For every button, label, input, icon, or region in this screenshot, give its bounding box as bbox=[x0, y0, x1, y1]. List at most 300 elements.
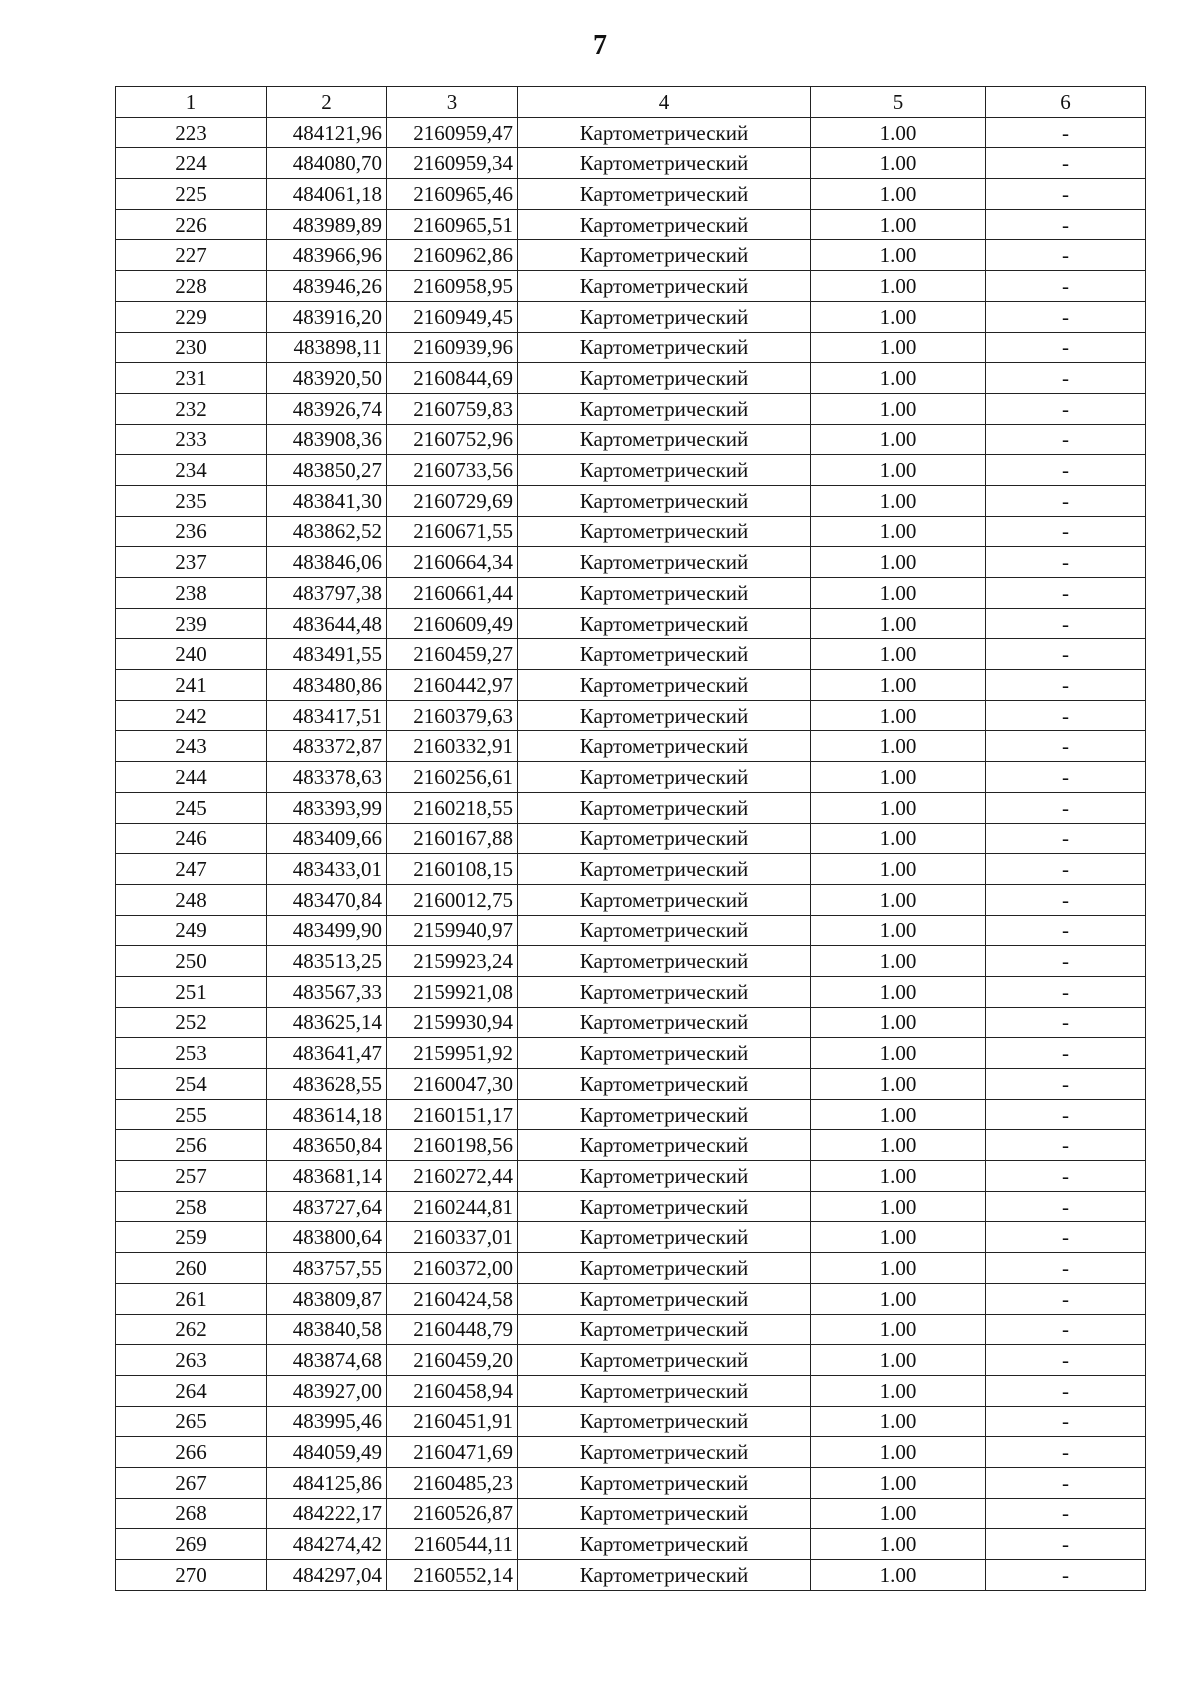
description-cell: - bbox=[986, 700, 1146, 731]
method-cell: Картометрический bbox=[518, 1007, 811, 1038]
table-row bbox=[116, 1222, 1146, 1253]
method-cell: Картометрический bbox=[518, 485, 811, 516]
table-row bbox=[116, 1467, 1146, 1498]
y-coordinate-cell: 2160108,15 bbox=[387, 854, 518, 885]
point-number-cell: 242 bbox=[116, 700, 267, 731]
y-coordinate-cell: 2160458,94 bbox=[387, 1375, 518, 1406]
y-coordinate-cell: 2160552,14 bbox=[387, 1560, 518, 1591]
x-coordinate-cell: 483908,36 bbox=[267, 424, 387, 455]
table-row bbox=[116, 1283, 1146, 1314]
method-cell: Картометрический bbox=[518, 1253, 811, 1284]
method-cell: Картометрический bbox=[518, 332, 811, 363]
point-number-cell: 246 bbox=[116, 823, 267, 854]
description-cell: - bbox=[986, 823, 1146, 854]
y-coordinate-cell: 2160471,69 bbox=[387, 1437, 518, 1468]
table-row bbox=[116, 1253, 1146, 1284]
x-coordinate-cell: 483480,86 bbox=[267, 670, 387, 701]
x-coordinate-cell: 483417,51 bbox=[267, 700, 387, 731]
accuracy-cell: 1.00 bbox=[811, 976, 986, 1007]
description-cell: - bbox=[986, 1130, 1146, 1161]
description-cell: - bbox=[986, 1498, 1146, 1529]
x-coordinate-cell: 483650,84 bbox=[267, 1130, 387, 1161]
accuracy-cell: 1.00 bbox=[811, 1529, 986, 1560]
description-cell: - bbox=[986, 455, 1146, 486]
x-coordinate-cell: 483846,06 bbox=[267, 547, 387, 578]
y-coordinate-cell: 2160959,34 bbox=[387, 148, 518, 179]
point-number-cell: 251 bbox=[116, 976, 267, 1007]
x-coordinate-cell: 483393,99 bbox=[267, 792, 387, 823]
table-row bbox=[116, 884, 1146, 915]
x-coordinate-cell: 483920,50 bbox=[267, 363, 387, 394]
description-cell: - bbox=[986, 1314, 1146, 1345]
column-header: 3 bbox=[387, 87, 518, 118]
method-cell: Картометрический bbox=[518, 1038, 811, 1069]
description-cell: - bbox=[986, 1375, 1146, 1406]
table-row bbox=[116, 148, 1146, 179]
table-row bbox=[116, 547, 1146, 578]
description-cell: - bbox=[986, 301, 1146, 332]
method-cell: Картометрический bbox=[518, 179, 811, 210]
y-coordinate-cell: 2160752,96 bbox=[387, 424, 518, 455]
point-number-cell: 253 bbox=[116, 1038, 267, 1069]
method-cell: Картометрический bbox=[518, 271, 811, 302]
table-row bbox=[116, 700, 1146, 731]
method-cell: Картометрический bbox=[518, 516, 811, 547]
accuracy-cell: 1.00 bbox=[811, 148, 986, 179]
method-cell: Картометрический bbox=[518, 762, 811, 793]
x-coordinate-cell: 484080,70 bbox=[267, 148, 387, 179]
accuracy-cell: 1.00 bbox=[811, 762, 986, 793]
description-cell: - bbox=[986, 1038, 1146, 1069]
method-cell: Картометрический bbox=[518, 578, 811, 609]
table-row bbox=[116, 332, 1146, 363]
method-cell: Картометрический bbox=[518, 1437, 811, 1468]
point-number-cell: 224 bbox=[116, 148, 267, 179]
accuracy-cell: 1.00 bbox=[811, 854, 986, 885]
table-row bbox=[116, 731, 1146, 762]
point-number-cell: 240 bbox=[116, 639, 267, 670]
point-number-cell: 267 bbox=[116, 1467, 267, 1498]
table-row bbox=[116, 639, 1146, 670]
point-number-cell: 252 bbox=[116, 1007, 267, 1038]
table-row bbox=[116, 485, 1146, 516]
accuracy-cell: 1.00 bbox=[811, 1007, 986, 1038]
table-row bbox=[116, 1099, 1146, 1130]
point-number-cell: 269 bbox=[116, 1529, 267, 1560]
accuracy-cell: 1.00 bbox=[811, 639, 986, 670]
description-cell: - bbox=[986, 946, 1146, 977]
x-coordinate-cell: 483378,63 bbox=[267, 762, 387, 793]
x-coordinate-cell: 483989,89 bbox=[267, 209, 387, 240]
y-coordinate-cell: 2160485,23 bbox=[387, 1467, 518, 1498]
table-row bbox=[116, 1161, 1146, 1192]
y-coordinate-cell: 2160151,17 bbox=[387, 1099, 518, 1130]
point-number-cell: 229 bbox=[116, 301, 267, 332]
x-coordinate-cell: 483614,18 bbox=[267, 1099, 387, 1130]
x-coordinate-cell: 483409,66 bbox=[267, 823, 387, 854]
table-row bbox=[116, 1437, 1146, 1468]
table-row bbox=[116, 823, 1146, 854]
accuracy-cell: 1.00 bbox=[811, 332, 986, 363]
accuracy-cell: 1.00 bbox=[811, 792, 986, 823]
method-cell: Картометрический bbox=[518, 1345, 811, 1376]
description-cell: - bbox=[986, 976, 1146, 1007]
accuracy-cell: 1.00 bbox=[811, 1345, 986, 1376]
accuracy-cell: 1.00 bbox=[811, 1161, 986, 1192]
method-cell: Картометрический bbox=[518, 884, 811, 915]
y-coordinate-cell: 2160332,91 bbox=[387, 731, 518, 762]
point-number-cell: 247 bbox=[116, 854, 267, 885]
accuracy-cell: 1.00 bbox=[811, 179, 986, 210]
description-cell: - bbox=[986, 762, 1146, 793]
x-coordinate-cell: 484121,96 bbox=[267, 117, 387, 148]
accuracy-cell: 1.00 bbox=[811, 1253, 986, 1284]
point-number-cell: 225 bbox=[116, 179, 267, 210]
description-cell: - bbox=[986, 363, 1146, 394]
y-coordinate-cell: 2160729,69 bbox=[387, 485, 518, 516]
point-number-cell: 250 bbox=[116, 946, 267, 977]
method-cell: Картометрический bbox=[518, 854, 811, 885]
table-row bbox=[116, 363, 1146, 394]
accuracy-cell: 1.00 bbox=[811, 1437, 986, 1468]
x-coordinate-cell: 483513,25 bbox=[267, 946, 387, 977]
y-coordinate-cell: 2160544,11 bbox=[387, 1529, 518, 1560]
y-coordinate-cell: 2160424,58 bbox=[387, 1283, 518, 1314]
description-cell: - bbox=[986, 516, 1146, 547]
point-number-cell: 231 bbox=[116, 363, 267, 394]
y-coordinate-cell: 2160965,51 bbox=[387, 209, 518, 240]
x-coordinate-cell: 483946,26 bbox=[267, 271, 387, 302]
method-cell: Картометрический bbox=[518, 792, 811, 823]
column-header: 4 bbox=[518, 87, 811, 118]
y-coordinate-cell: 2159923,24 bbox=[387, 946, 518, 977]
y-coordinate-cell: 2160949,45 bbox=[387, 301, 518, 332]
method-cell: Картометрический bbox=[518, 946, 811, 977]
x-coordinate-cell: 483491,55 bbox=[267, 639, 387, 670]
method-cell: Картометрический bbox=[518, 1222, 811, 1253]
x-coordinate-cell: 483898,11 bbox=[267, 332, 387, 363]
accuracy-cell: 1.00 bbox=[811, 1498, 986, 1529]
accuracy-cell: 1.00 bbox=[811, 1191, 986, 1222]
column-header: 5 bbox=[811, 87, 986, 118]
table-row bbox=[116, 209, 1146, 240]
y-coordinate-cell: 2160372,00 bbox=[387, 1253, 518, 1284]
method-cell: Картометрический bbox=[518, 1161, 811, 1192]
point-number-cell: 263 bbox=[116, 1345, 267, 1376]
x-coordinate-cell: 483840,58 bbox=[267, 1314, 387, 1345]
description-cell: - bbox=[986, 1406, 1146, 1437]
x-coordinate-cell: 483927,00 bbox=[267, 1375, 387, 1406]
x-coordinate-cell: 484222,17 bbox=[267, 1498, 387, 1529]
table-row bbox=[116, 915, 1146, 946]
point-number-cell: 234 bbox=[116, 455, 267, 486]
method-cell: Картометрический bbox=[518, 1314, 811, 1345]
table-row bbox=[116, 393, 1146, 424]
description-cell: - bbox=[986, 1467, 1146, 1498]
x-coordinate-cell: 483841,30 bbox=[267, 485, 387, 516]
y-coordinate-cell: 2159930,94 bbox=[387, 1007, 518, 1038]
x-coordinate-cell: 483874,68 bbox=[267, 1345, 387, 1376]
method-cell: Картометрический bbox=[518, 240, 811, 271]
point-number-cell: 226 bbox=[116, 209, 267, 240]
description-cell: - bbox=[986, 639, 1146, 670]
description-cell: - bbox=[986, 1560, 1146, 1591]
table-row bbox=[116, 578, 1146, 609]
x-coordinate-cell: 483809,87 bbox=[267, 1283, 387, 1314]
accuracy-cell: 1.00 bbox=[811, 393, 986, 424]
accuracy-cell: 1.00 bbox=[811, 485, 986, 516]
point-number-cell: 248 bbox=[116, 884, 267, 915]
point-number-cell: 268 bbox=[116, 1498, 267, 1529]
y-coordinate-cell: 2159921,08 bbox=[387, 976, 518, 1007]
point-number-cell: 254 bbox=[116, 1069, 267, 1100]
method-cell: Картометрический bbox=[518, 1283, 811, 1314]
description-cell: - bbox=[986, 1161, 1146, 1192]
description-cell: - bbox=[986, 731, 1146, 762]
description-cell: - bbox=[986, 915, 1146, 946]
table-row bbox=[116, 1375, 1146, 1406]
column-header: 2 bbox=[267, 87, 387, 118]
page-number: 7 bbox=[593, 30, 607, 61]
accuracy-cell: 1.00 bbox=[811, 1467, 986, 1498]
x-coordinate-cell: 483628,55 bbox=[267, 1069, 387, 1100]
accuracy-cell: 1.00 bbox=[811, 578, 986, 609]
accuracy-cell: 1.00 bbox=[811, 915, 986, 946]
accuracy-cell: 1.00 bbox=[811, 424, 986, 455]
description-cell: - bbox=[986, 1007, 1146, 1038]
x-coordinate-cell: 483470,84 bbox=[267, 884, 387, 915]
table-row bbox=[116, 301, 1146, 332]
accuracy-cell: 1.00 bbox=[811, 455, 986, 486]
y-coordinate-cell: 2160664,34 bbox=[387, 547, 518, 578]
x-coordinate-cell: 483966,96 bbox=[267, 240, 387, 271]
table-row bbox=[116, 608, 1146, 639]
table-row bbox=[116, 1314, 1146, 1345]
point-number-cell: 262 bbox=[116, 1314, 267, 1345]
method-cell: Картометрический bbox=[518, 1467, 811, 1498]
accuracy-cell: 1.00 bbox=[811, 1560, 986, 1591]
x-coordinate-cell: 484061,18 bbox=[267, 179, 387, 210]
y-coordinate-cell: 2160671,55 bbox=[387, 516, 518, 547]
x-coordinate-cell: 483567,33 bbox=[267, 976, 387, 1007]
x-coordinate-cell: 483372,87 bbox=[267, 731, 387, 762]
point-number-cell: 235 bbox=[116, 485, 267, 516]
accuracy-cell: 1.00 bbox=[811, 301, 986, 332]
point-number-cell: 265 bbox=[116, 1406, 267, 1437]
table-row bbox=[116, 179, 1146, 210]
accuracy-cell: 1.00 bbox=[811, 1130, 986, 1161]
point-number-cell: 239 bbox=[116, 608, 267, 639]
description-cell: - bbox=[986, 578, 1146, 609]
table-row bbox=[116, 424, 1146, 455]
point-number-cell: 270 bbox=[116, 1560, 267, 1591]
table-row bbox=[116, 1038, 1146, 1069]
method-cell: Картометрический bbox=[518, 148, 811, 179]
point-number-cell: 230 bbox=[116, 332, 267, 363]
description-cell: - bbox=[986, 792, 1146, 823]
method-cell: Картометрический bbox=[518, 639, 811, 670]
method-cell: Картометрический bbox=[518, 424, 811, 455]
accuracy-cell: 1.00 bbox=[811, 823, 986, 854]
x-coordinate-cell: 483995,46 bbox=[267, 1406, 387, 1437]
x-coordinate-cell: 484297,04 bbox=[267, 1560, 387, 1591]
x-coordinate-cell: 483757,55 bbox=[267, 1253, 387, 1284]
accuracy-cell: 1.00 bbox=[811, 209, 986, 240]
point-number-cell: 237 bbox=[116, 547, 267, 578]
accuracy-cell: 1.00 bbox=[811, 670, 986, 701]
point-number-cell: 259 bbox=[116, 1222, 267, 1253]
point-number-cell: 255 bbox=[116, 1099, 267, 1130]
table-row bbox=[116, 1529, 1146, 1560]
y-coordinate-cell: 2160272,44 bbox=[387, 1161, 518, 1192]
y-coordinate-cell: 2160442,97 bbox=[387, 670, 518, 701]
x-coordinate-cell: 483499,90 bbox=[267, 915, 387, 946]
y-coordinate-cell: 2160459,27 bbox=[387, 639, 518, 670]
point-number-cell: 266 bbox=[116, 1437, 267, 1468]
x-coordinate-cell: 483800,64 bbox=[267, 1222, 387, 1253]
x-coordinate-cell: 483727,64 bbox=[267, 1191, 387, 1222]
method-cell: Картометрический bbox=[518, 547, 811, 578]
table-row bbox=[116, 1345, 1146, 1376]
description-cell: - bbox=[986, 1099, 1146, 1130]
y-coordinate-cell: 2160962,86 bbox=[387, 240, 518, 271]
description-cell: - bbox=[986, 1253, 1146, 1284]
point-number-cell: 256 bbox=[116, 1130, 267, 1161]
x-coordinate-cell: 483681,14 bbox=[267, 1161, 387, 1192]
description-cell: - bbox=[986, 424, 1146, 455]
coordinates-table bbox=[115, 86, 1146, 1591]
point-number-cell: 238 bbox=[116, 578, 267, 609]
x-coordinate-cell: 484125,86 bbox=[267, 1467, 387, 1498]
accuracy-cell: 1.00 bbox=[811, 271, 986, 302]
accuracy-cell: 1.00 bbox=[811, 117, 986, 148]
table-row bbox=[116, 117, 1146, 148]
y-coordinate-cell: 2160959,47 bbox=[387, 117, 518, 148]
x-coordinate-cell: 483433,01 bbox=[267, 854, 387, 885]
table-row bbox=[116, 670, 1146, 701]
description-cell: - bbox=[986, 148, 1146, 179]
method-cell: Картометрический bbox=[518, 915, 811, 946]
x-coordinate-cell: 484274,42 bbox=[267, 1529, 387, 1560]
y-coordinate-cell: 2160844,69 bbox=[387, 363, 518, 394]
description-cell: - bbox=[986, 854, 1146, 885]
method-cell: Картометрический bbox=[518, 670, 811, 701]
description-cell: - bbox=[986, 670, 1146, 701]
accuracy-cell: 1.00 bbox=[811, 731, 986, 762]
table-row bbox=[116, 1498, 1146, 1529]
point-number-cell: 260 bbox=[116, 1253, 267, 1284]
y-coordinate-cell: 2160244,81 bbox=[387, 1191, 518, 1222]
y-coordinate-cell: 2160379,63 bbox=[387, 700, 518, 731]
y-coordinate-cell: 2160337,01 bbox=[387, 1222, 518, 1253]
table-header-row bbox=[116, 87, 1146, 118]
table-row bbox=[116, 1560, 1146, 1591]
method-cell: Картометрический bbox=[518, 363, 811, 394]
description-cell: - bbox=[986, 547, 1146, 578]
x-coordinate-cell: 483850,27 bbox=[267, 455, 387, 486]
y-coordinate-cell: 2160198,56 bbox=[387, 1130, 518, 1161]
description-cell: - bbox=[986, 1283, 1146, 1314]
description-cell: - bbox=[986, 271, 1146, 302]
y-coordinate-cell: 2160459,20 bbox=[387, 1345, 518, 1376]
method-cell: Картометрический bbox=[518, 823, 811, 854]
method-cell: Картометрический bbox=[518, 117, 811, 148]
accuracy-cell: 1.00 bbox=[811, 1314, 986, 1345]
y-coordinate-cell: 2159951,92 bbox=[387, 1038, 518, 1069]
accuracy-cell: 1.00 bbox=[811, 240, 986, 271]
x-coordinate-cell: 483862,52 bbox=[267, 516, 387, 547]
y-coordinate-cell: 2160965,46 bbox=[387, 179, 518, 210]
x-coordinate-cell: 483926,74 bbox=[267, 393, 387, 424]
accuracy-cell: 1.00 bbox=[811, 1222, 986, 1253]
point-number-cell: 227 bbox=[116, 240, 267, 271]
accuracy-cell: 1.00 bbox=[811, 1038, 986, 1069]
accuracy-cell: 1.00 bbox=[811, 608, 986, 639]
y-coordinate-cell: 2160759,83 bbox=[387, 393, 518, 424]
accuracy-cell: 1.00 bbox=[811, 1283, 986, 1314]
y-coordinate-cell: 2160958,95 bbox=[387, 271, 518, 302]
description-cell: - bbox=[986, 240, 1146, 271]
method-cell: Картометрический bbox=[518, 731, 811, 762]
method-cell: Картометрический bbox=[518, 1191, 811, 1222]
table-row bbox=[116, 792, 1146, 823]
y-coordinate-cell: 2159940,97 bbox=[387, 915, 518, 946]
accuracy-cell: 1.00 bbox=[811, 547, 986, 578]
method-cell: Картометрический bbox=[518, 1099, 811, 1130]
method-cell: Картометрический bbox=[518, 1130, 811, 1161]
description-cell: - bbox=[986, 884, 1146, 915]
table-row bbox=[116, 240, 1146, 271]
y-coordinate-cell: 2160047,30 bbox=[387, 1069, 518, 1100]
y-coordinate-cell: 2160609,49 bbox=[387, 608, 518, 639]
point-number-cell: 228 bbox=[116, 271, 267, 302]
table-row bbox=[116, 271, 1146, 302]
point-number-cell: 257 bbox=[116, 1161, 267, 1192]
x-coordinate-cell: 484059,49 bbox=[267, 1437, 387, 1468]
accuracy-cell: 1.00 bbox=[811, 1099, 986, 1130]
table-row bbox=[116, 1130, 1146, 1161]
accuracy-cell: 1.00 bbox=[811, 516, 986, 547]
accuracy-cell: 1.00 bbox=[811, 1406, 986, 1437]
point-number-cell: 245 bbox=[116, 792, 267, 823]
x-coordinate-cell: 483641,47 bbox=[267, 1038, 387, 1069]
y-coordinate-cell: 2160939,96 bbox=[387, 332, 518, 363]
method-cell: Картометрический bbox=[518, 608, 811, 639]
method-cell: Картометрический bbox=[518, 209, 811, 240]
description-cell: - bbox=[986, 1222, 1146, 1253]
description-cell: - bbox=[986, 1345, 1146, 1376]
point-number-cell: 223 bbox=[116, 117, 267, 148]
y-coordinate-cell: 2160256,61 bbox=[387, 762, 518, 793]
table-row bbox=[116, 1007, 1146, 1038]
description-cell: - bbox=[986, 608, 1146, 639]
method-cell: Картометрический bbox=[518, 1406, 811, 1437]
point-number-cell: 264 bbox=[116, 1375, 267, 1406]
accuracy-cell: 1.00 bbox=[811, 363, 986, 394]
description-cell: - bbox=[986, 393, 1146, 424]
table-row bbox=[116, 854, 1146, 885]
y-coordinate-cell: 2160733,56 bbox=[387, 455, 518, 486]
description-cell: - bbox=[986, 179, 1146, 210]
table-row bbox=[116, 455, 1146, 486]
description-cell: - bbox=[986, 1529, 1146, 1560]
y-coordinate-cell: 2160661,44 bbox=[387, 578, 518, 609]
point-number-cell: 244 bbox=[116, 762, 267, 793]
point-number-cell: 249 bbox=[116, 915, 267, 946]
description-cell: - bbox=[986, 117, 1146, 148]
table-row bbox=[116, 516, 1146, 547]
y-coordinate-cell: 2160451,91 bbox=[387, 1406, 518, 1437]
